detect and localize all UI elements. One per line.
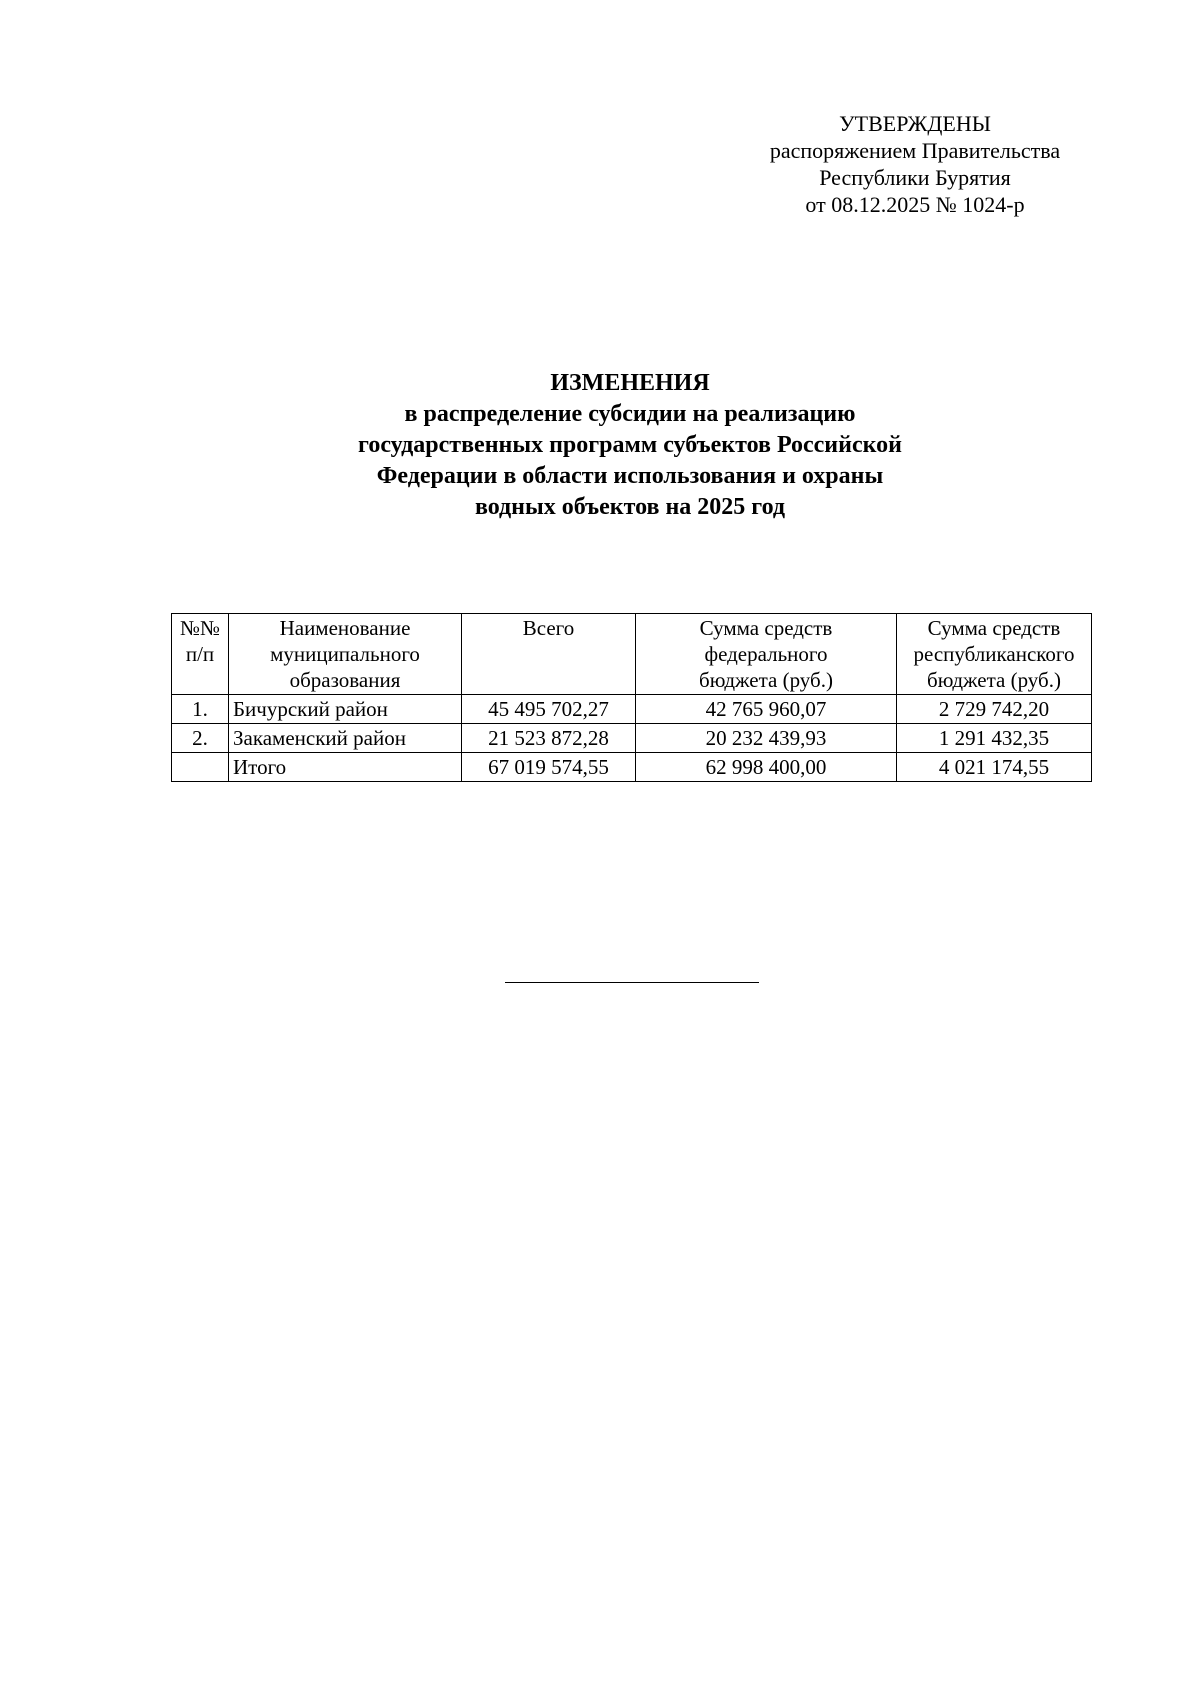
distribution-table xyxy=(171,613,1092,782)
title-line-2: в распределение субсидии на реализацию xyxy=(404,401,856,427)
row-total: 67 019 574,55 xyxy=(462,753,636,782)
table-row xyxy=(172,695,1092,724)
approval-block xyxy=(740,110,1090,218)
row-number: 2. xyxy=(172,724,229,753)
row-number xyxy=(172,753,229,782)
header-number: №№ п/п xyxy=(172,614,229,695)
row-total: 21 523 872,28 xyxy=(462,724,636,753)
title-line-5: водных объектов на 2025 год xyxy=(474,494,786,520)
title-heading: ИЗМЕНЕНИЯ xyxy=(550,370,710,396)
header-republic: Сумма средств республиканского бюджета (руб.) xyxy=(897,614,1092,695)
row-federal: 42 765 960,07 xyxy=(636,695,897,724)
row-municipality: Бичурский район xyxy=(229,695,462,724)
row-republic: 1 291 432,35 xyxy=(897,724,1092,753)
header-municipality: Наименование муниципального образования xyxy=(229,614,462,695)
row-municipality: Закаменский район xyxy=(229,724,462,753)
row-republic: 2 729 742,20 xyxy=(897,695,1092,724)
approval-date-number: от 08.12.2025 № 1024-р xyxy=(805,192,1025,217)
table-total-row xyxy=(172,753,1092,782)
header-federal: Сумма средств федерального бюджета (руб.) xyxy=(636,614,897,695)
row-federal: 62 998 400,00 xyxy=(636,753,897,782)
header-total: Всего xyxy=(462,614,636,695)
table-header-row xyxy=(172,614,1092,695)
approval-heading: УТВЕРЖДЕНЫ xyxy=(839,111,991,136)
document-title xyxy=(200,368,1060,523)
title-line-3: государственных программ субъектов Российской xyxy=(358,432,902,458)
table-row xyxy=(172,724,1092,753)
row-municipality: Итого xyxy=(229,753,462,782)
approval-republic-line: Республики Бурятия xyxy=(819,165,1011,190)
row-federal: 20 232 439,93 xyxy=(636,724,897,753)
approval-order-line: распоряжением Правительства xyxy=(769,138,1061,163)
row-total: 45 495 702,27 xyxy=(462,695,636,724)
title-line-4: Федерации в области использования и охраны xyxy=(376,463,884,489)
end-separator-line xyxy=(505,982,759,983)
row-republic: 4 021 174,55 xyxy=(897,753,1092,782)
row-number: 1. xyxy=(172,695,229,724)
